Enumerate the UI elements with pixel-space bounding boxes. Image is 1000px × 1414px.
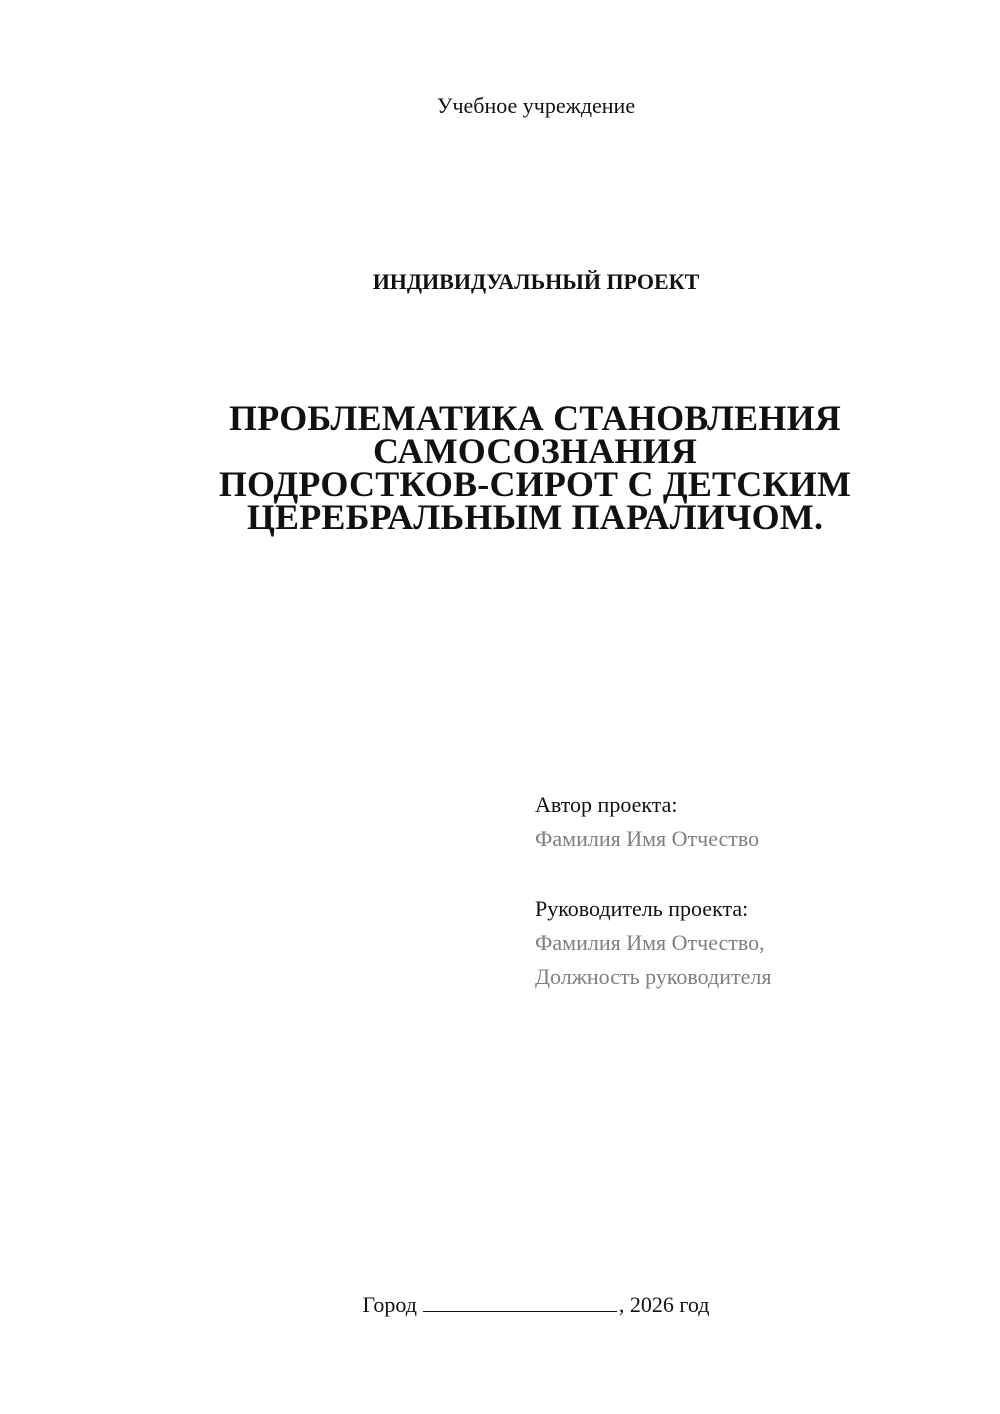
institution-name: Учебное учреждение [436,93,636,118]
city-label: Город [362,1292,417,1317]
credits-spacer [535,856,975,892]
project-title [180,398,890,537]
author-label: Автор проекта: [535,792,678,817]
credits-block [535,788,975,994]
project-title-line-3: ПОДРОСТКОВ-СИРОТ С ДЕТСКИМ [218,464,852,504]
project-title-line-4: ЦЕРЕБРАЛЬНЫМ ПАРАЛИЧОМ. [246,497,824,537]
city-blank-line [423,1291,617,1312]
author-name-placeholder: Фамилия Имя Отчество [535,826,760,851]
project-title-line-2: САМОСОЗНАНИЯ [372,431,698,471]
project-title-line-1: ПРОБЛЕМАТИКА СТАНОВЛЕНИЯ [229,398,841,438]
supervisor-label: Руководитель проекта: [535,896,749,921]
city-year-footer [36,1290,1000,1320]
supervisor-name-placeholder: Фамилия Имя Отчество, [535,930,765,955]
year-text: , 2026 год [618,1292,710,1317]
supervisor-position-placeholder: Должность руководителя [535,964,772,989]
project-type-heading: ИНДИВИДУАЛЬНЫЙ ПРОЕКТ [372,269,700,294]
